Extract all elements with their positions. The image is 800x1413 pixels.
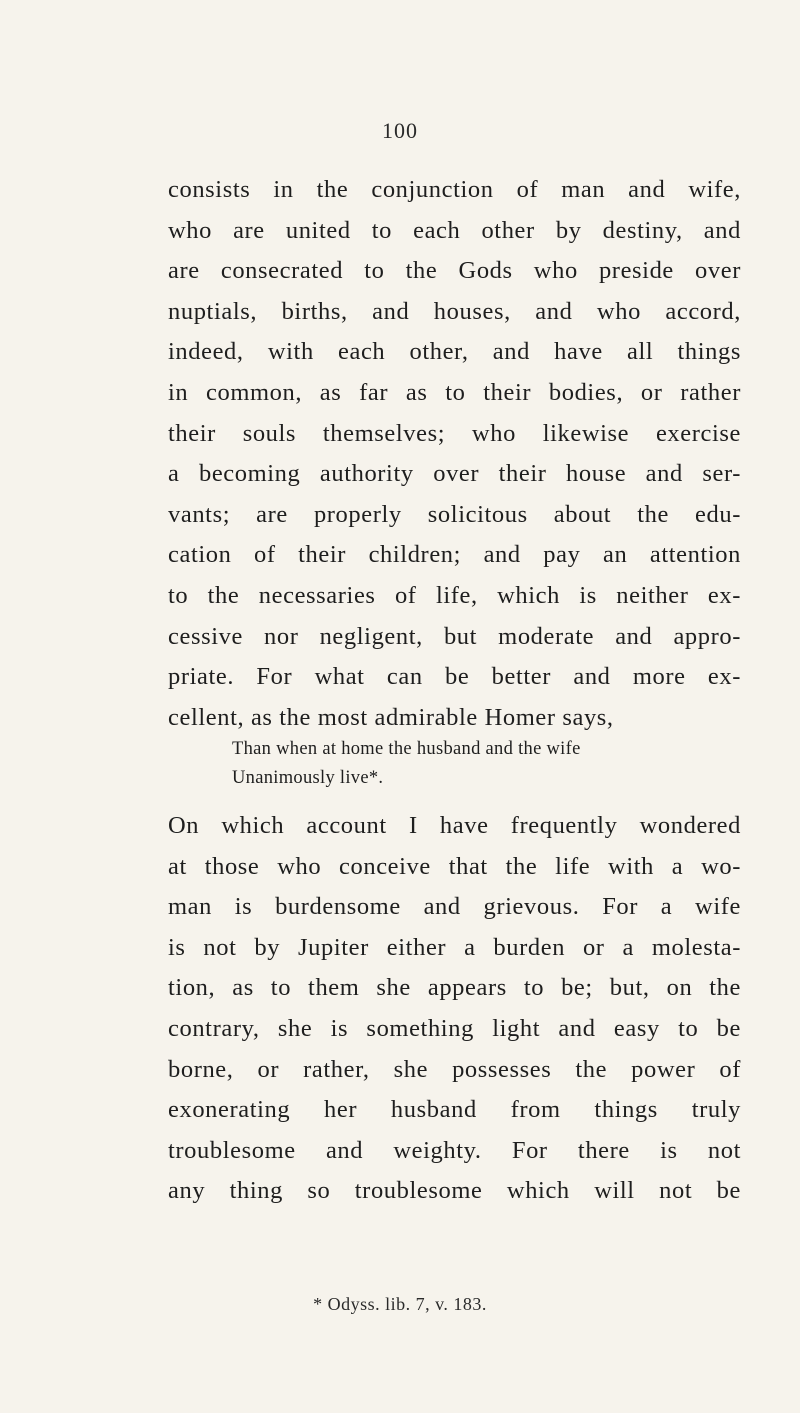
text-line: On which account I have frequently wondered	[168, 812, 741, 839]
paragraph-2	[168, 806, 741, 1212]
text-line: troublesome and weighty. For there is not	[168, 1136, 741, 1164]
verse-quotation	[232, 735, 752, 793]
text-line: priate. For what can be better and more ex-	[168, 663, 741, 691]
text-line: nuptials, births, and houses, and who accord,	[168, 297, 741, 325]
text-line: are consecrated to the Gods who preside over	[168, 257, 741, 285]
text-line: in common, as far as to their bodies, or rather	[168, 378, 741, 406]
text-line: indeed, with each other, and have all things	[168, 338, 741, 366]
text-line: their souls themselves; who likewise exercise	[168, 419, 741, 447]
text-line: vants; are properly solicitous about the edu-	[168, 500, 741, 528]
text-line: any thing so troublesome which will not be	[168, 1177, 741, 1205]
text-line: cessive nor negligent, but moderate and appro-	[168, 622, 741, 650]
text-line: exonerating her husband from things truly	[168, 1096, 741, 1124]
text-line: a becoming authority over their house and ser-	[168, 460, 741, 488]
text-line: borne, or rather, she possesses the power of	[168, 1055, 741, 1083]
page-number: 100	[382, 118, 418, 143]
footnote: * Odyss. lib. 7, v. 183.	[313, 1294, 487, 1314]
text-line: who are united to each other by destiny, and	[168, 216, 741, 244]
text-line: consists in the conjunction of man and wife,	[168, 176, 741, 203]
text-line: man is burdensome and grievous. For a wife	[168, 893, 741, 921]
verse-line: Than when at home the husband and the wife	[232, 739, 581, 759]
text-line: contrary, she is something light and easy to be	[168, 1014, 741, 1042]
text-line: tion, as to them she appears to be; but, on the	[168, 974, 741, 1002]
verse-line: Unanimously live*.	[232, 768, 384, 788]
text-line: at those who conceive that the life with a wo-	[168, 852, 741, 880]
text-line: to the necessaries of life, which is neither ex-	[168, 581, 741, 609]
text-line: cation of their children; and pay an attention	[168, 541, 741, 569]
paragraph-1	[168, 170, 741, 738]
text-line: cellent, as the most admirable Homer says,	[168, 703, 614, 731]
text-line: is not by Jupiter either a burden or a molesta-	[168, 933, 741, 961]
